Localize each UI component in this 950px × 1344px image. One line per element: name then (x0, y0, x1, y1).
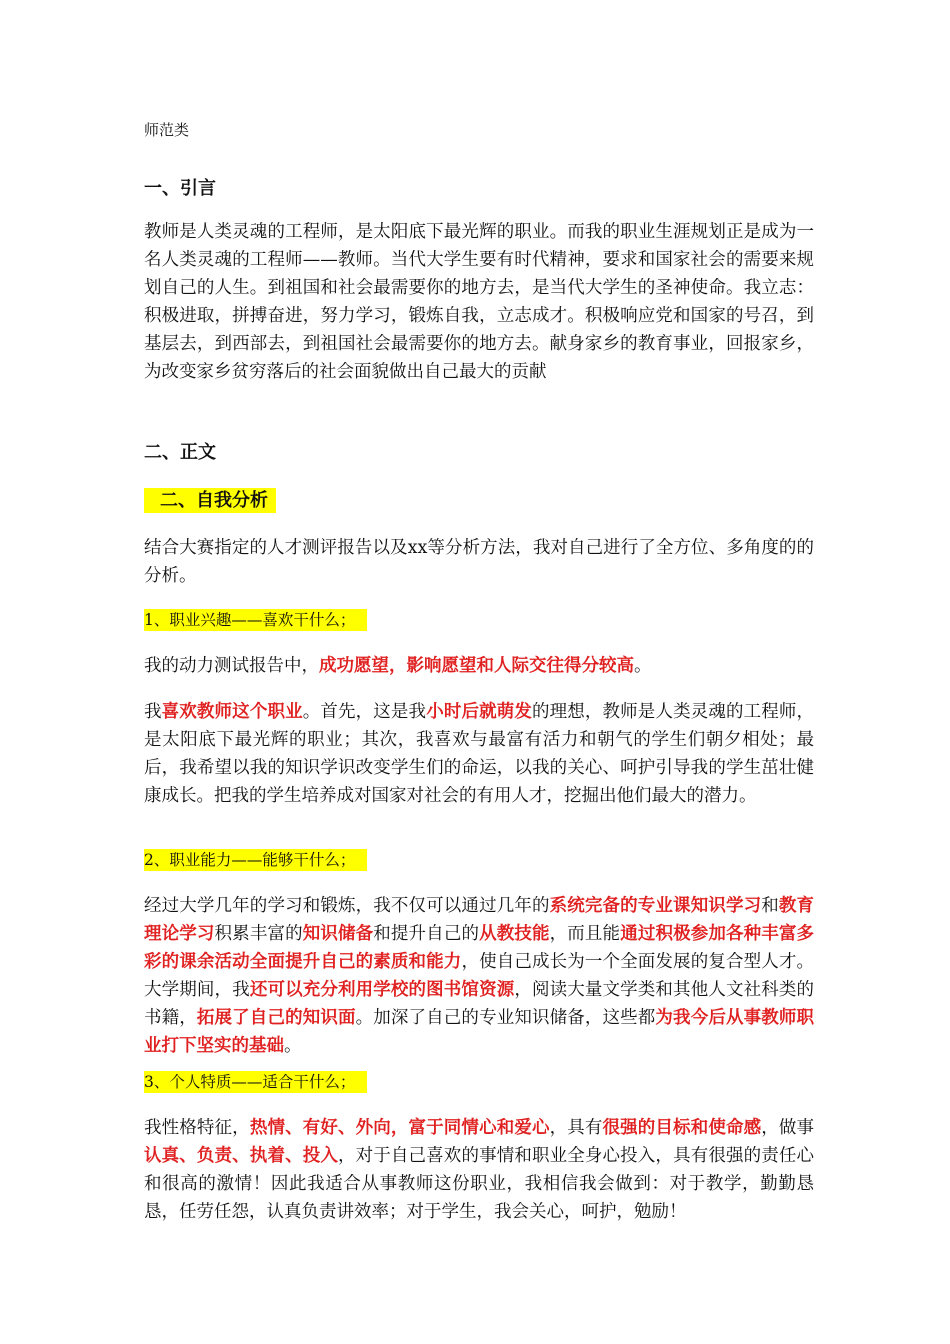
traits-paragraph (144, 1114, 814, 1226)
text-run: 我性格特征， (144, 1118, 250, 1138)
text-run: 我的动力测试报告中， (144, 656, 319, 676)
self-analysis-heading: 二、自我分析 (144, 488, 276, 513)
subheading-row (144, 848, 367, 870)
body-heading: 二、正文 (144, 442, 216, 463)
analysis-intro-paragraph: 结合大赛指定的人才测评报告以及xx等分析方法，我对自己进行了全方位、多角度的的分析。 (144, 538, 814, 586)
text-run: 。 (634, 656, 652, 676)
text-run: ，具有 (549, 1118, 603, 1138)
text-run: ，阅读大量文学类和其他人文社科类的书籍， (144, 980, 815, 1028)
ability-paragraph (144, 892, 814, 1060)
subheading-traits: 3、个人特质——适合干什么； (144, 1071, 367, 1093)
emphasis-run: 从教技能 (479, 924, 550, 944)
text-run: 经过大学几年的学习和锻炼，我不仅可以通过几年的 (144, 896, 550, 916)
subheading-row (144, 1070, 367, 1092)
intro-paragraph: 教师是人类灵魂的工程师，是太阳底下最光辉的职业。而我的职业生涯规划正是成为一名人类灵魂的工程师——教师。当代大学生要有时代精神，要求和国家社会的需要来规划自己的人生。到祖国和社会最需要你的地方去，是当代大学生的圣神使命。我立志：积极进取，拼搏奋进，努力学习，锻炼自我，立志成才。积极响应党和国家的号召，到基层去，到西部去，到祖国社会最需要你的地方去。献身家乡的教育事业，回报家乡，为改变家乡贫穷落后的社会面貌做出自己最大的贡献 (144, 222, 814, 382)
category-label: 师范类 (144, 121, 190, 139)
text-run: ，使自己成长为一个全面发展的复合型人才。大学期间，我 (144, 952, 815, 1000)
emphasis-run: 喜欢教师这个职业 (161, 702, 303, 722)
subheading-interest: 1、职业兴趣——喜欢干什么； (144, 609, 367, 631)
emphasis-run: 认真、负责、执着、投入 (144, 1146, 338, 1166)
emphasis-run: 成功愿望，影响愿望和人际交往得分较高 (319, 656, 634, 676)
emphasis-run: 还可以充分利用学校的图书馆资源 (249, 980, 515, 1000)
text-run: 的理想，教师是人类灵魂的工程师，是太阳底下最光辉的职业；其次，我喜欢与最富有活力和朝气的学生们朝夕相处；最后，我希望以我的知识学识改变学生们的命运，以我的关心、呵护引导我的学生茁壮健康成长。把我的学生培养成对国家对社会的有用人才，挖掘出他们最大的潜力。 (144, 702, 815, 806)
interest-paragraph-2 (144, 698, 814, 810)
self-analysis-heading-row (144, 486, 276, 512)
emphasis-run: 为我今后从事教师职业打下坚实的基础 (144, 1008, 815, 1056)
emphasis-run: 热情、有好、外向，富于同情心和爱心 (249, 1118, 550, 1138)
text-run: 。首先，这是我 (302, 702, 427, 722)
subheading-row (144, 608, 367, 630)
emphasis-run: 教育理论学习 (144, 896, 815, 944)
text-run: 。 (284, 1036, 302, 1056)
text-run: 积累丰富的 (214, 924, 303, 944)
intro-heading: 一、引言 (144, 178, 216, 199)
text-run: 和提升自己的 (373, 924, 480, 944)
subheading-ability: 2、职业能力——能够干什么； (144, 849, 367, 871)
emphasis-run: 拓展了自己的知识面 (196, 1008, 356, 1028)
emphasis-run: 系统完备的专业课知识学习 (549, 896, 762, 916)
text-run: ，做事 (761, 1118, 815, 1138)
text-run: ，而且能 (549, 924, 621, 944)
text-run: ，对于自己喜欢的事情和职业全身心投入，具有很强的责任心和很高的激情！因此我适合从事教师这份职业，我相信我会做到：对于教学，勤勤恳恳，任劳任怨，认真负责讲效率；对于学生，我会关心，呵护，勉励！ (144, 1146, 815, 1222)
text-run: 。加深了自己的专业知识储备，这些都 (355, 1008, 656, 1028)
emphasis-run: 很强的目标和使命感 (602, 1118, 762, 1138)
text-run: 和 (761, 896, 779, 916)
emphasis-run: 通过积极参加各种丰富多彩的课余活动全面提升自己的素质和能力 (144, 924, 815, 972)
text-run: 我 (144, 702, 162, 722)
emphasis-run: 小时后就萌发 (426, 702, 532, 722)
emphasis-run: 知识储备 (302, 924, 374, 944)
interest-paragraph-1 (144, 652, 814, 680)
